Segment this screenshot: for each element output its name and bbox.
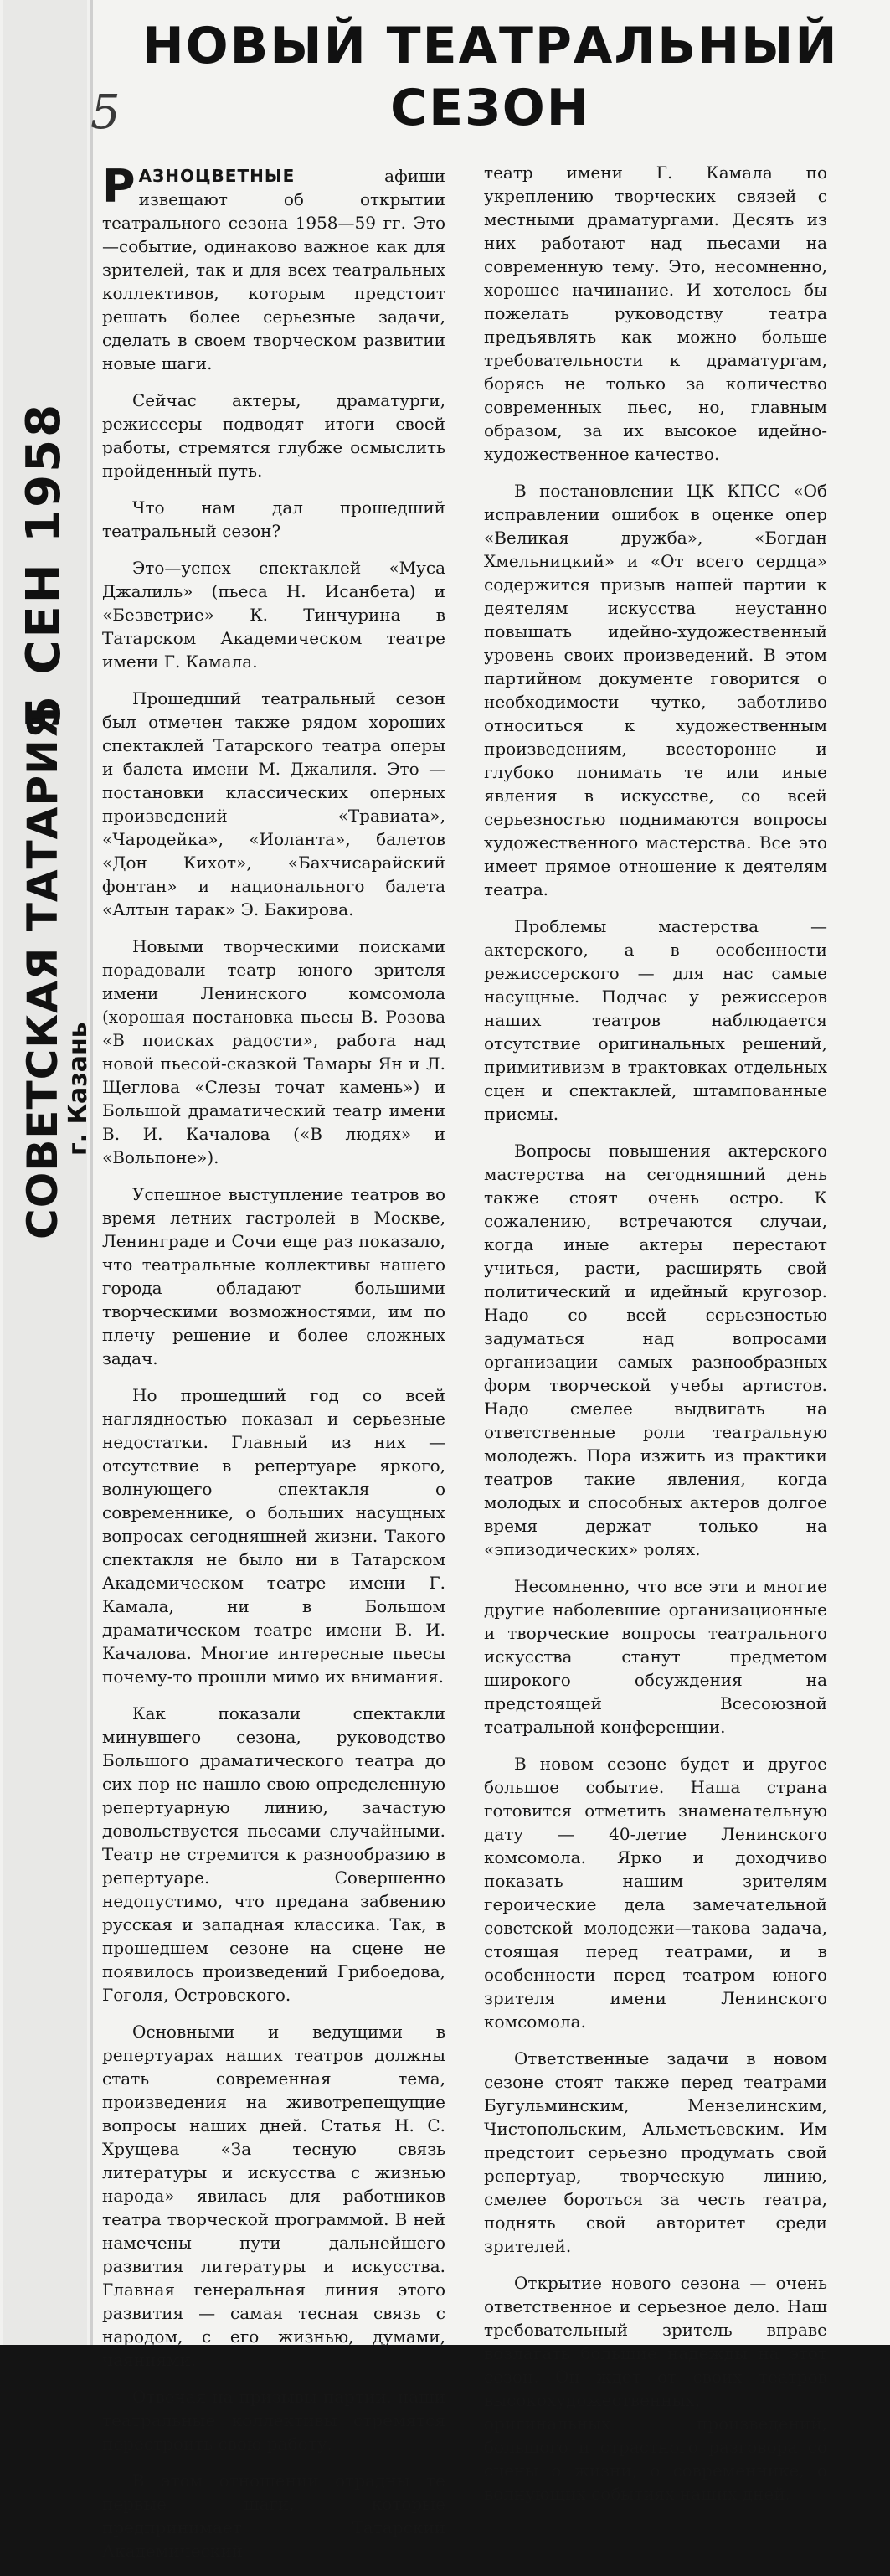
pencil-mark: 5: [90, 85, 121, 140]
paragraph: [102, 160, 445, 375]
drop-cap: Р: [102, 160, 136, 213]
stamp-city: г. Казань: [64, 1022, 93, 1156]
paragraph: Успешное выступление театров во время летних гастролей в Москве, Ленинграде и Сочи еще раз показало, что театральные коллективы нашего города обладают большими творческими возможностями, им по плечу решение и более сложных задач.: [102, 1184, 445, 1368]
paragraph: Несомненно, что все эти и многие другие наболевшие организационные и творческие вопросы театрального искусства станут предметом широкого обсуждения на предстоящей Всесоюзной театральной конференции.: [484, 1576, 827, 1737]
article-column-right: [484, 161, 827, 2519]
headline-line-1: НОВЫЙ ТЕАТРАЛЬНЫЙ: [141, 17, 839, 75]
paragraph: Отвечая на призывы партии, наши театральные коллективы стремятся перестроить свою работу.: [102, 2387, 445, 2454]
paragraph: Прошедший театральный сезон был отмечен также рядом хороших спектаклей Татарского театра оперы и балета имени М. Джалиля. Это — постановки классических оперных произведений «Травиата», «Чародейка», «Иоланта», балетов «Дон Кихот», «Бахчисарайский фонтан» и национального балета «Алтын тарак» Э. Бакирова.: [102, 688, 445, 920]
paragraph: Проблемы мастерства — актерского, а в особенности режиссерского — для нас самые насущные. Подчас у режиссеров наших театров наблюдается отсутствие оригинальных решений, примитивизм в трактовках отдельных сцен и спектаклей, штампованные приемы.: [484, 916, 827, 1124]
paragraph: Ответственные задачи в новом сезоне стоят также перед театрами Бугульминским, Мензелинским, Чистопольским, Альметьевским. Им предстоит серьезно продумать свой репертуар, творческую линию, смелее бороться за честь театра, поднять свой авторитет среди зрителей.: [484, 2048, 827, 2256]
paragraph: театр имени Г. Камала по укреплению творческих связей с местными драматургами. Десять из них работают над пьесами на современную тему. Это, несомненно, хорошее начинание. И хотелось бы пожелать руководству театра предъявлять как можно больше требовательности к драматургам, борясь не только за количество современных пьес, но, главным образом, за их высокое идейно-художественное качество.: [484, 162, 827, 464]
paragraph: Новыми творческими поисками порадовали театр юного зрителя имени Ленинского комсомола (хорошая постановка пьесы В. Розова «В поисках радости», работа над новой пьесой-сказкой Тамары Ян и Л. Щеглова «Слезы точат камень») и Большой драматический театр имени В. И. Качалова («В людях» и «Вольпоне»).: [102, 936, 445, 1167]
paragraph: Вопросы повышения актерского мастерства на сегодняшний день также стоят очень остро. К сожалению, встречаются случаи, когда иные актеры перестают учиться, расти, расширять свой политический и идейный кругозор. Надо со всей серьезностью задуматься над вопросами организации самых разнообразных форм творческой учебы артистов. Надо смелее выдвигать на ответственные роли театральную молодежь. Пора изжить из практики театров такие явления, когда молодых и способных актеров долгое время держат только на «эпизодических» ролях.: [484, 1141, 827, 1559]
paragraph: В постановлении ЦК КПСС «Об исправлении ошибок в оценке опер «Великая дружба», «Богдан Хмельницкий» и «От всего сердца» содержится призыв нашей партии к деятелям искусства неустанно повышать идейно-художественный уровень своих произведений. В этом партийном документе говорится о необходимости чутко, заботливо относиться к художественным произведениям, всесторонне и глубоко понимать те или иные явления в искусстве, со всей серьезностью поднимаются вопросы художественного мастерства. Все это имеет прямое отношение к деятелям театра.: [484, 481, 827, 899]
paragraph: Основными и ведущими в репертуарах наших театров должны стать современная тема, произведения на животрепещущие вопросы наших дней. Статья Н. С. Хрущева «За тесную связь литературы и искусства с жизнью народа» явилась для работников театра творческой программой. В ней намечены пути дальнейшего развития литературы и искусства. Главная генеральная линия этого развития — самая тесная связь с народом, с его жизнью, думами, чаяниями.: [102, 2022, 445, 2370]
paragraph: В новом сезоне будет и другое большое событие. Наша страна готовится отметить знаменательную дату — 40-летие Ленинского комсомола. Ярко и доходчиво показать нашим зрителям героические дела замечательной советской молодежи—такова задача, стоящая перед театрами, и в особенности перед театром юного зрителя имени Ленинского комсомола.: [484, 1754, 827, 2032]
paragraph: Что нам дал прошедший театральный сезон?: [102, 497, 445, 541]
paragraph: Но прошедший год со всей наглядностью показал и серьезные недостатки. Главный из них — отсутствие в репертуаре яркого, волнующего спектакля о современнике, о больших насущных вопросах сегодняшней жизни. Такого спектакля не было ни в Татарском Академическом театре имени Г. Камала, ни в Большом драматическом театре имени В. И. Качалова. Многие интересные пьесы почему-то прошли мимо их внимания.: [102, 1385, 445, 1687]
paragraph-text: афиши извещают об открытии театрального сезона 1958—59 гг. Это—событие, одинаково важное как для зрителей, так и для всех театральных коллективов, которым предстоит решать более серьезные задачи, сделать в своем творческом развитии новые шаги.: [102, 166, 445, 374]
paragraph: Это—успех спектаклей «Муса Джалиль» (пьеса Н. Исанбета) и «Безветрие» К. Тинчурина в Татарском Академическом театре имени Г. Камала.: [102, 558, 445, 672]
article-headline: [90, 15, 890, 139]
paragraph: Сейчас актеры, драматурги, режиссеры подводят итоги своей работы, стремятся глубже осмыслить пройденный путь.: [102, 390, 445, 481]
stamp-date: 5 СЕН 1958: [17, 401, 71, 729]
stamp-newspaper-name: СОВЕТСКАЯ ТАТАРИЯ: [18, 705, 67, 1239]
lead-word: АЗНОЦВЕТНЫЕ: [138, 166, 296, 186]
paragraph: В этом отношении отрадны те первые шаги, которые предпринимает Татарский Академический: [102, 2470, 445, 2561]
paragraph: Открытие нового сезона — очень ответственное и серьезное дело. Наш требовательный зритель вправе возлагать большие надежды на этот сезон. Он ждет от своих театров высокохудожественных, оригинальных произведений, большого и страстного разговора со сцены о жизни, о современнике, о волнующих событиях наших дней.: [484, 2273, 827, 2504]
headline-line-2: СЕЗОН: [390, 79, 590, 137]
article-column-left: [102, 160, 445, 2576]
paragraph: Как показали спектакли минувшего сезона, руководство Большого драматического театра до сих пор не нашло свою определенную репертуарную линию, зачастую довольствуется пьесами случайными. Театр не стремится к разнообразию в репертуаре. Совершенно недопустимо, что предана забвению русская и западная классика. Так, в прошедшем сезоне на сцене не появилось произведений Грибоедова, Гоголя, Островского.: [102, 1703, 445, 2005]
